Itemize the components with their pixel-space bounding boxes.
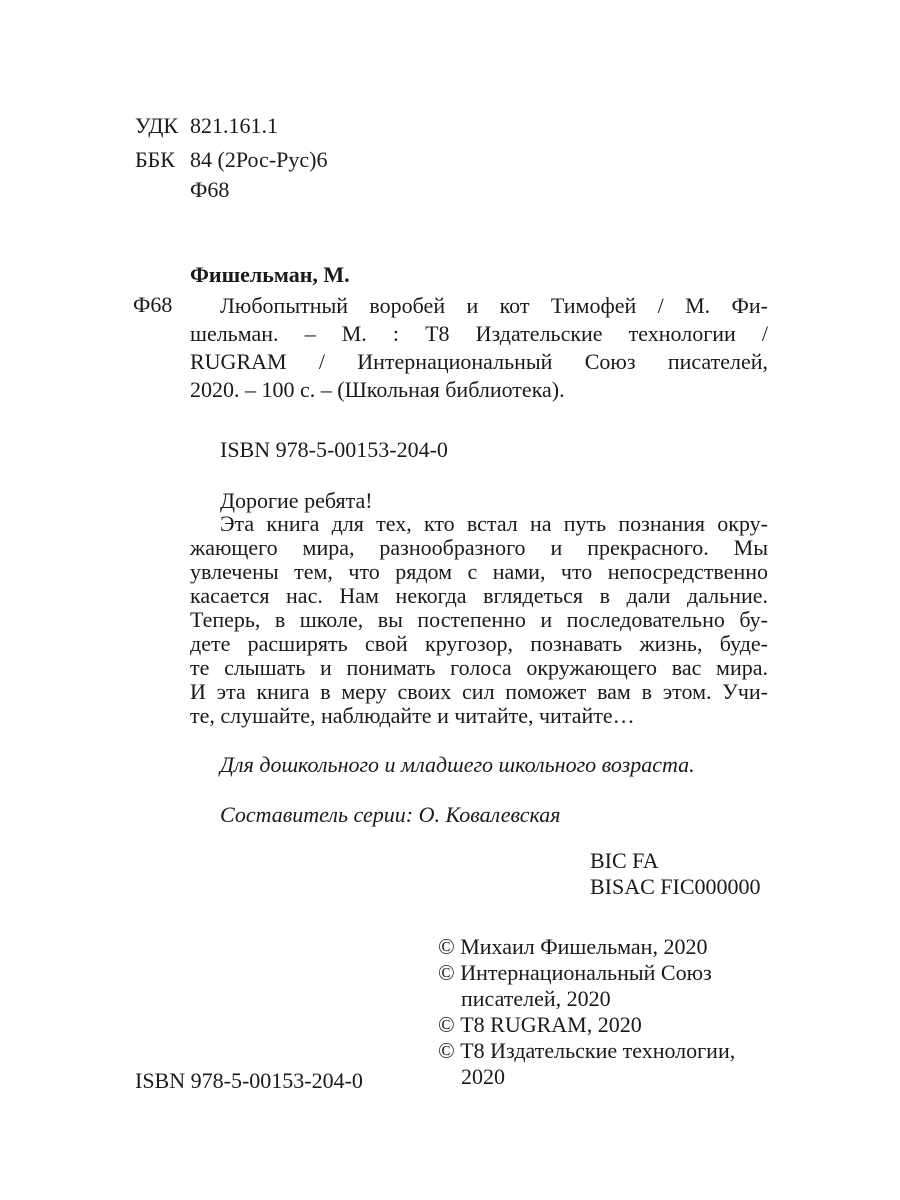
annotation-line: те слышать и понимать голоса окружающего вас мира. [190,655,768,680]
annotation-line: И эта книга в меру своих сил поможет вам в этом. Учи- [190,679,768,704]
series-editor: Составитель серии: О. Ковалевская [220,802,561,827]
udk-value: 821.161.1 [190,113,278,138]
bbk-value: 84 (2Рос-Рус)6 [190,147,328,172]
age-note: Для дошкольного и младшего школьного возраста. [220,752,695,777]
copyright-line: © Т8 Издательские технологии, [438,1038,736,1063]
entry-description [220,292,768,320]
entry-mark: Ф68 [133,292,173,317]
footer-isbn: ISBN 978-5-00153-204-0 [135,1068,363,1093]
copyright-line: 2020 [461,1064,505,1089]
entry-line: Любопытный воробей и кот Тимофей / М. Фи- [220,293,768,318]
annotation-line: Эта книга для тех, кто встал на путь познания окру- [220,511,768,536]
copyright-line: © Михаил Фишельман, 2020 [438,934,708,959]
entry-line: RUGRAM / Интернациональный Союз писателей, [190,349,768,374]
annotation-greeting: Дорогие ребята! [220,488,373,513]
copyright-line: © Интернациональный Союз [438,960,712,985]
copyright-line: писателей, 2020 [461,986,611,1011]
annotation-line: касается нас. Нам некогда вглядеться в дали дальние. [190,583,768,608]
annotation-line: жающего мира, разнообразного и прекрасного. Мы [190,535,768,560]
copyright-line: © Т8 RUGRAM, 2020 [438,1012,642,1037]
bbk-line [135,147,327,173]
entry-line: 2020. – 100 с. – (Школьная библиотека). [190,377,565,402]
annotation-body [190,536,768,728]
annotation-line: дете расширять свой кругозор, познавать жизнь, буде- [190,631,768,656]
udk-label: УДК [135,113,179,138]
entry-author: Фишельман, М. [190,262,350,287]
annotation-first-line [220,512,768,536]
author-mark: Ф68 [190,177,230,202]
bisac-code: BISAC FIC000000 [590,874,761,899]
entry-isbn: ISBN 978-5-00153-204-0 [220,437,448,462]
copyright-block [438,934,735,1090]
annotation-line: Теперь, в школе, вы постепенно и последовательно бу- [190,607,768,632]
bbk-label: ББК [135,147,175,172]
bic-code: BIC FA [590,848,659,873]
udk-line [135,113,278,139]
annotation-line: те, слушайте, наблюдайте и читайте, читайте… [190,703,635,728]
subject-codes [590,848,761,900]
annotation-line: увлечены тем, что рядом с нами, что непосредственно [190,559,768,584]
entry-description-cont [190,320,768,404]
entry-line: шельман. – М. : Т8 Издательские технологии / [190,321,768,346]
